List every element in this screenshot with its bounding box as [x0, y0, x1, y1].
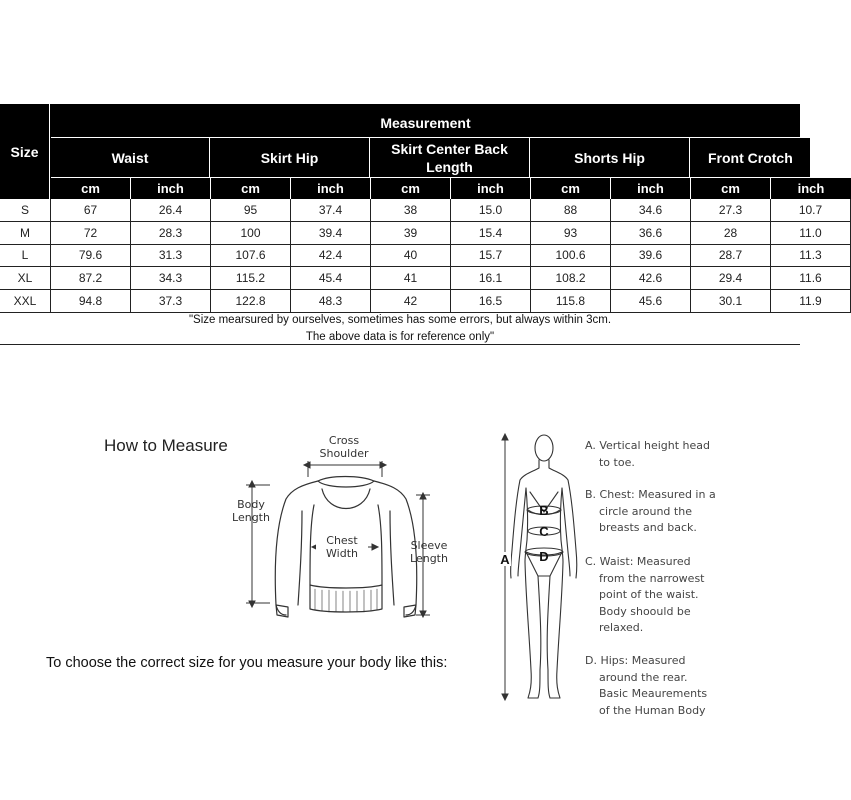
- table-cell: 15.0: [451, 199, 531, 222]
- table-cell: 28.7: [691, 245, 771, 268]
- table-cell: 26.4: [131, 199, 211, 222]
- table-cell: 42.6: [611, 267, 691, 290]
- table-cell: 38: [371, 199, 451, 222]
- how-to-measure-title: How to Measure: [104, 436, 228, 455]
- label-cross-shoulder: Cross Shoulder: [319, 434, 369, 460]
- table-cell: 36.6: [611, 222, 691, 245]
- table-cell: 79.6: [51, 245, 131, 268]
- table-cell: 100.6: [531, 245, 611, 268]
- table-footnote: [0, 312, 800, 346]
- size-chart-table: [0, 104, 825, 346]
- size-cell: S: [0, 199, 51, 222]
- table-cell: 28.3: [131, 222, 211, 245]
- footnote-line-2: The above data is for reference only": [305, 331, 495, 343]
- unit-header: cm: [531, 178, 611, 199]
- group-header-skirt-hip: Skirt Hip: [210, 138, 370, 178]
- table-cell: 37.3: [131, 290, 211, 313]
- table-cell: 94.8: [51, 290, 131, 313]
- table-cell: 34.3: [131, 267, 211, 290]
- unit-header: cm: [211, 178, 291, 199]
- table-cell: 10.7: [771, 199, 851, 222]
- unit-header: inch: [451, 178, 531, 199]
- size-cell: M: [0, 222, 51, 245]
- table-cell: 95: [211, 199, 291, 222]
- desc-a-height: A. Vertical height head to toe.: [585, 439, 711, 469]
- measurement-header: Measurement: [51, 108, 800, 138]
- table-cell: 100: [211, 222, 291, 245]
- table-cell: 11.9: [771, 290, 851, 313]
- table-cell: 40: [371, 245, 451, 268]
- table-cell: 88: [531, 199, 611, 222]
- table-cell: 93: [531, 222, 611, 245]
- choose-size-instruction: To choose the correct size for you measure your body like this:: [46, 655, 448, 671]
- table-cell: 37.4: [291, 199, 371, 222]
- group-header-skirt-length: Skirt Center Back Length: [370, 138, 530, 178]
- desc-d-hips: D. Hips: Measured around the rear. Basic Meaurements of the Human Body: [585, 654, 708, 717]
- size-cell: XL: [0, 267, 51, 290]
- table-cell: 48.3: [291, 290, 371, 313]
- label-sleeve-length: Sleeve Length: [410, 539, 448, 565]
- table-cell: 115.8: [531, 290, 611, 313]
- table-cell: 29.4: [691, 267, 771, 290]
- group-header-waist: Waist: [51, 138, 210, 178]
- group-header-shorts-hip: Shorts Hip: [530, 138, 690, 178]
- unit-header: inch: [611, 178, 691, 199]
- table-cell: 45.6: [611, 290, 691, 313]
- table-cell: 16.1: [451, 267, 531, 290]
- unit-header: inch: [131, 178, 211, 199]
- unit-header: cm: [371, 178, 451, 199]
- table-cell: 41: [371, 267, 451, 290]
- marker-a: A: [500, 552, 510, 567]
- table-cell: 11.0: [771, 222, 851, 245]
- table-cell: 67: [51, 199, 131, 222]
- table-cell: 122.8: [211, 290, 291, 313]
- table-cell: 45.4: [291, 267, 371, 290]
- table-cell: 15.4: [451, 222, 531, 245]
- table-cell: 39: [371, 222, 451, 245]
- table-cell: 34.6: [611, 199, 691, 222]
- table-cell: 31.3: [131, 245, 211, 268]
- marker-b: B: [539, 503, 549, 518]
- size-header: Size: [0, 104, 50, 199]
- footnote-line-1: "Size mearsured by ourselves, sometimes has some errors, but always within 3cm.: [188, 314, 612, 326]
- unit-header: cm: [51, 178, 131, 199]
- body-figure-diagram: [498, 430, 578, 708]
- unit-header: inch: [291, 178, 371, 199]
- desc-c-waist: C. Waist: Measured from the narrowest point of the waist. Body shoould be relaxed.: [585, 555, 705, 634]
- table-cell: 42: [371, 290, 451, 313]
- marker-c: C: [539, 524, 549, 539]
- table-cell: 115.2: [211, 267, 291, 290]
- table-cell: 42.4: [291, 245, 371, 268]
- label-body-length: Body Length: [232, 498, 270, 524]
- table-cell: 11.6: [771, 267, 851, 290]
- table-cell: 16.5: [451, 290, 531, 313]
- table-cell: 39.4: [291, 222, 371, 245]
- table-cell: 11.3: [771, 245, 851, 268]
- table-cell: 72: [51, 222, 131, 245]
- table-cell: 27.3: [691, 199, 771, 222]
- group-header-front-crotch: Front Crotch: [690, 138, 810, 178]
- table-cell: 30.1: [691, 290, 771, 313]
- size-cell: L: [0, 245, 51, 268]
- table-cell: 87.2: [51, 267, 131, 290]
- table-cell: 107.6: [211, 245, 291, 268]
- table-cell: 39.6: [611, 245, 691, 268]
- table-cell: 108.2: [531, 267, 611, 290]
- table-cell: 28: [691, 222, 771, 245]
- desc-b-chest: B. Chest: Measured in a circle around the breasts and back.: [585, 488, 716, 534]
- marker-d: D: [539, 549, 549, 564]
- label-chest-width: Chest Width: [316, 534, 368, 560]
- size-cell: XXL: [0, 290, 51, 313]
- table-cell: 15.7: [451, 245, 531, 268]
- unit-header: inch: [771, 178, 851, 199]
- table-bottom-rule: [0, 344, 800, 345]
- unit-header: cm: [691, 178, 771, 199]
